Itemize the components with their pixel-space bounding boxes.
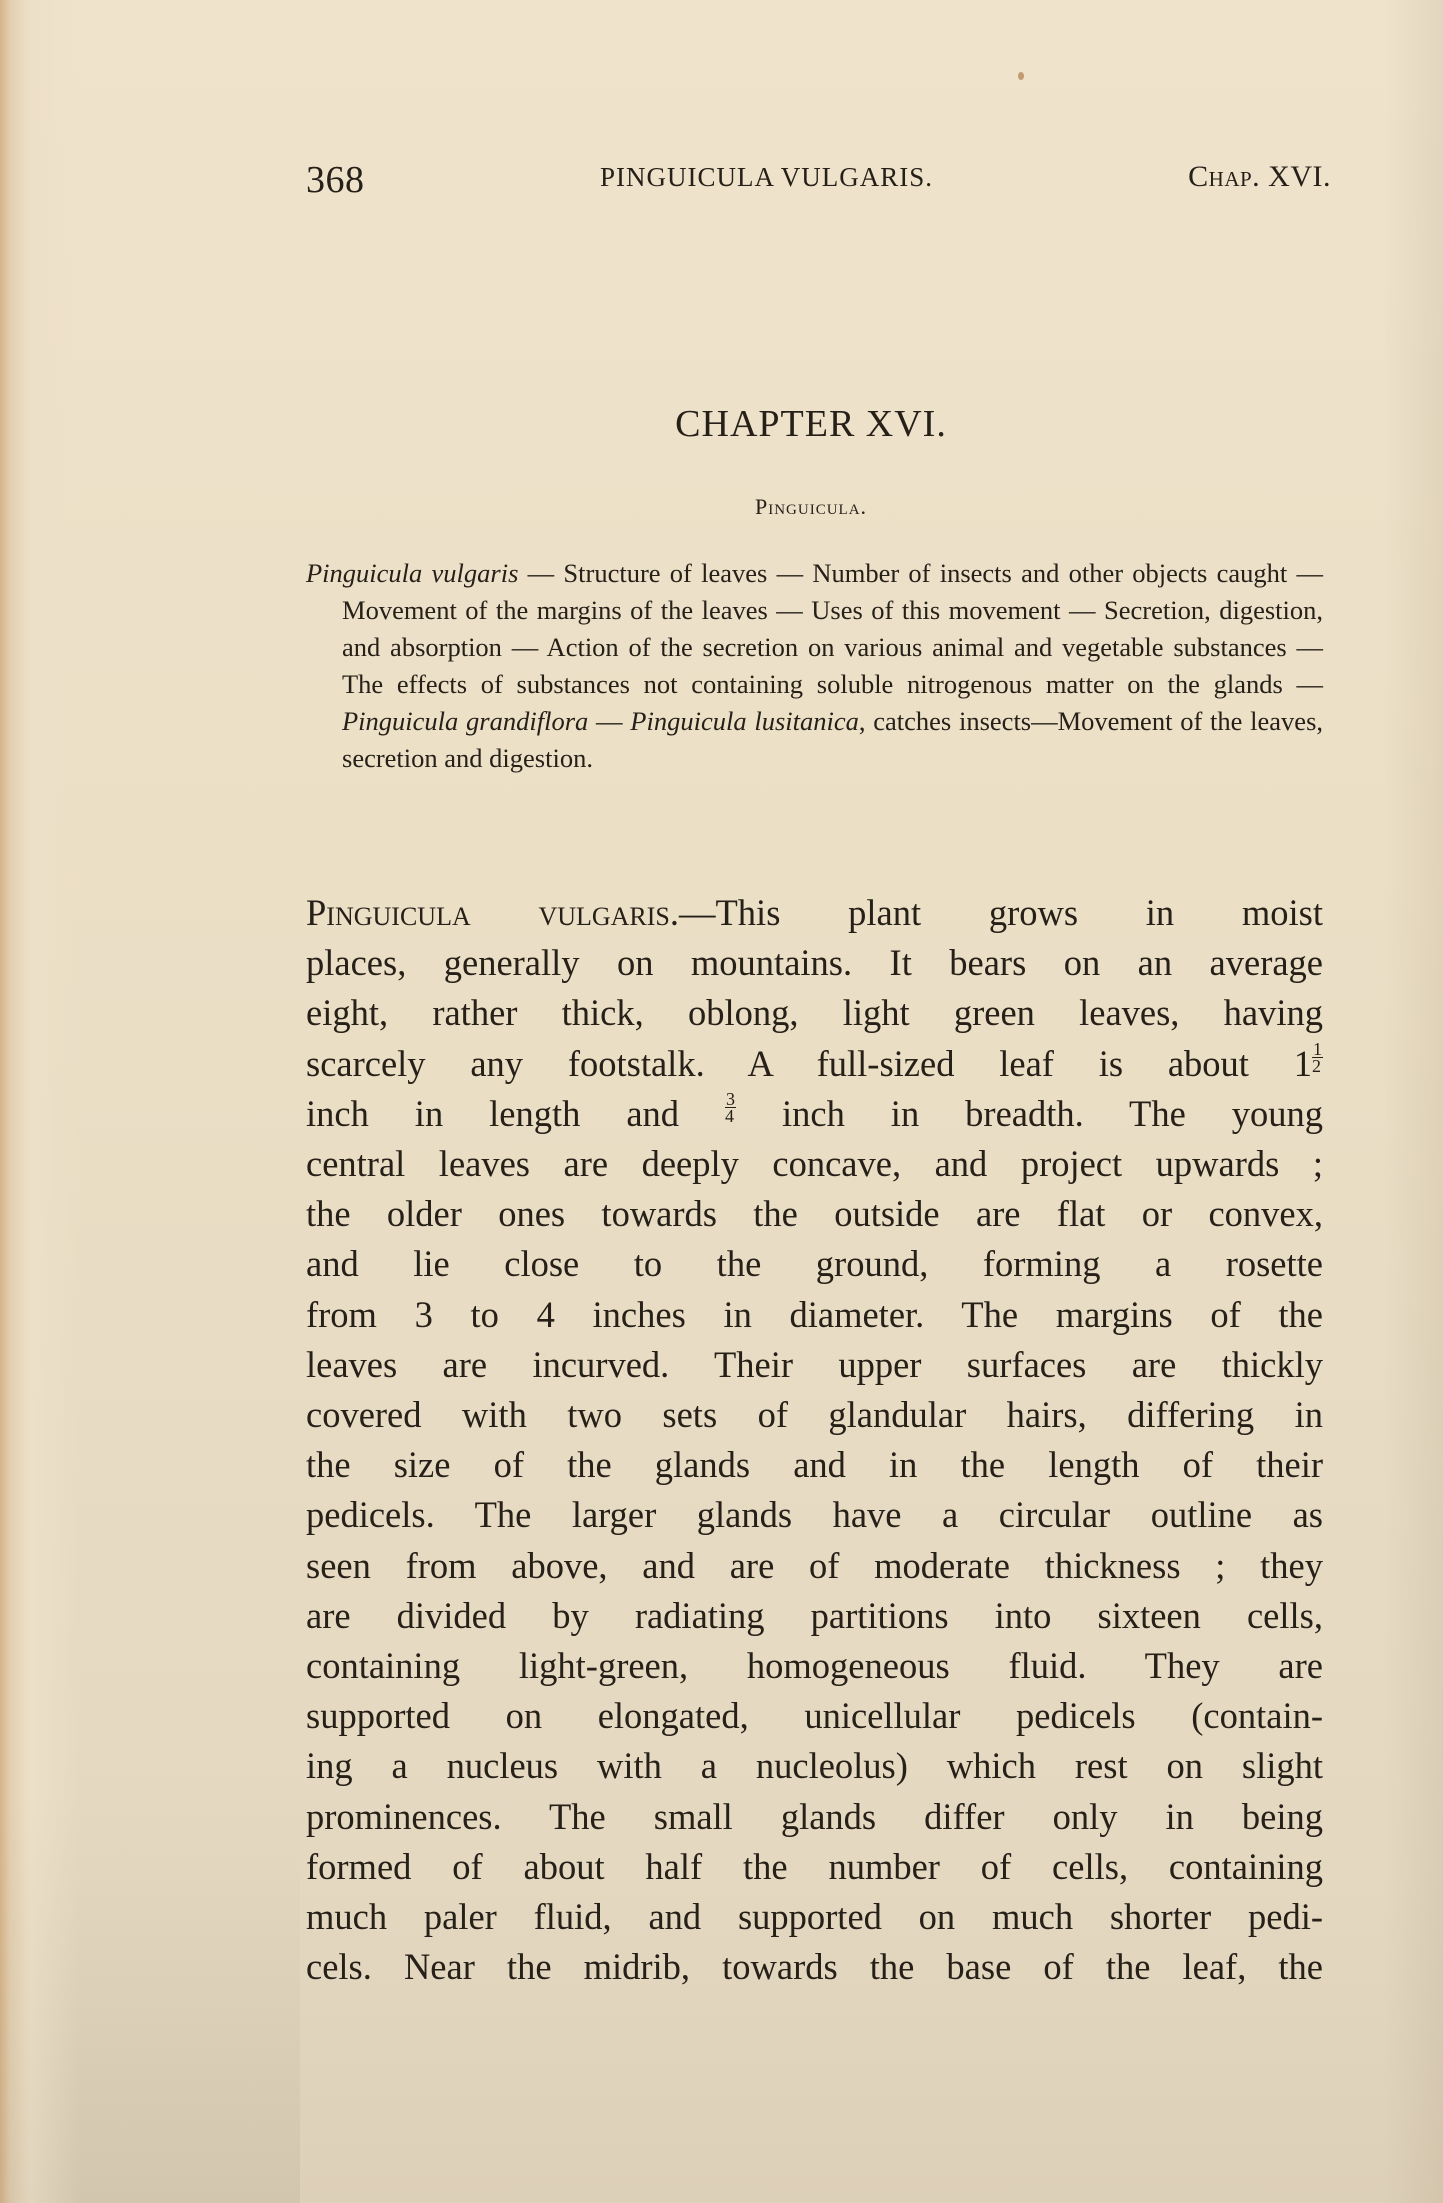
summary-segment: Pinguicula lusitanica bbox=[630, 706, 859, 736]
chapter-subtitle: Pinguicula. bbox=[754, 494, 868, 519]
body-lead: Pinguicula vulgaris. bbox=[306, 892, 680, 933]
fraction-breadth bbox=[725, 1088, 736, 1126]
fraction-denominator: 2 bbox=[1312, 1055, 1321, 1076]
summary-segment: Pinguicula vulgaris bbox=[306, 558, 519, 588]
body-line: prominences. The small glands differ only in being bbox=[306, 1795, 1323, 1837]
body-line bbox=[306, 1089, 1323, 1139]
body-line: pedicels. The larger glands have a circular outline as bbox=[306, 1494, 1323, 1536]
page-edge-shadow bbox=[1383, 0, 1443, 2203]
body-line: seen from above, and are of moderate thickness ; they bbox=[306, 1544, 1323, 1586]
chapter-summary bbox=[306, 555, 1323, 777]
body-line-text: —This plant grows in moist bbox=[679, 892, 1323, 933]
body-line: cels. Near the midrib, towards the base of the leaf, the bbox=[306, 1946, 1323, 1988]
running-chapter: Chap. XVI. bbox=[1188, 160, 1331, 193]
body-line: and lie close to the ground, forming a rosette bbox=[306, 1243, 1323, 1285]
body-line: leaves are incurved. Their upper surfaces are thickly bbox=[306, 1343, 1323, 1385]
body-line: are divided by radiating partitions into sixteen cells, bbox=[306, 1594, 1323, 1636]
summary-segment: , catches insects—Movement of the leaves, secretion and digestion. bbox=[342, 706, 1324, 773]
body-line: formed of about half the number of cells, containing bbox=[306, 1845, 1323, 1887]
body-line-text: inch in breadth. The young bbox=[782, 1092, 1324, 1134]
body-paragraph bbox=[306, 888, 1323, 1992]
fraction-length bbox=[1312, 1038, 1323, 1076]
page-number: 368 bbox=[306, 159, 365, 201]
running-head bbox=[306, 158, 1331, 201]
body-line bbox=[306, 888, 1323, 938]
body-line-text: inch in length and bbox=[306, 1092, 680, 1134]
summary-segment: Pinguicula grandiflora bbox=[342, 706, 589, 736]
body-line: supported on elongated, unicellular pedicels (contain- bbox=[306, 1695, 1323, 1737]
body-line: much paler fluid, and supported on much shorter pedi- bbox=[306, 1896, 1323, 1938]
running-title: PINGUICULA VULGARIS. bbox=[600, 162, 934, 192]
body-line: places, generally on mountains. It bears on an average bbox=[306, 942, 1323, 984]
fraction-numerator: 1 bbox=[1313, 1038, 1322, 1059]
body-line bbox=[306, 1039, 1323, 1089]
body-line: the size of the glands and in the length of their bbox=[306, 1444, 1323, 1486]
body-line: central leaves are deeply concave, and project upwards ; bbox=[306, 1143, 1323, 1185]
page-corner-shadow bbox=[0, 1783, 300, 2203]
paper-spot bbox=[1018, 72, 1024, 80]
chapter-heading: CHAPTER XVI. bbox=[675, 403, 947, 445]
body-line: the older ones towards the outside are flat or convex, bbox=[306, 1193, 1323, 1235]
summary-segment: — Structure of leaves — Number of insects and other objects caught — Movement of the margins of the leaves — Uses of this movement — Secretion, digestion, and absorption — Action of the secretion on various animal and vegetable substances — The effects of substances not containing soluble nitrogenous matter on the glands — bbox=[342, 558, 1323, 699]
body-line: covered with two sets of glandular hairs, differing in bbox=[306, 1394, 1323, 1436]
fraction-numerator: 3 bbox=[726, 1088, 736, 1109]
body-line: containing light-green, homogeneous fluid. They are bbox=[306, 1645, 1323, 1687]
body-line: ing a nucleus with a nucleolus) which rest on slight bbox=[306, 1745, 1323, 1787]
fraction-denominator: 4 bbox=[725, 1105, 735, 1126]
body-line-text: scarcely any footstalk. A full-sized leaf is about 1 bbox=[306, 1042, 1312, 1084]
body-line: from 3 to 4 inches in diameter. The margins of the bbox=[306, 1293, 1323, 1335]
summary-segment: — bbox=[588, 706, 631, 736]
body-line: eight, rather thick, oblong, light green leaves, having bbox=[306, 992, 1323, 1034]
